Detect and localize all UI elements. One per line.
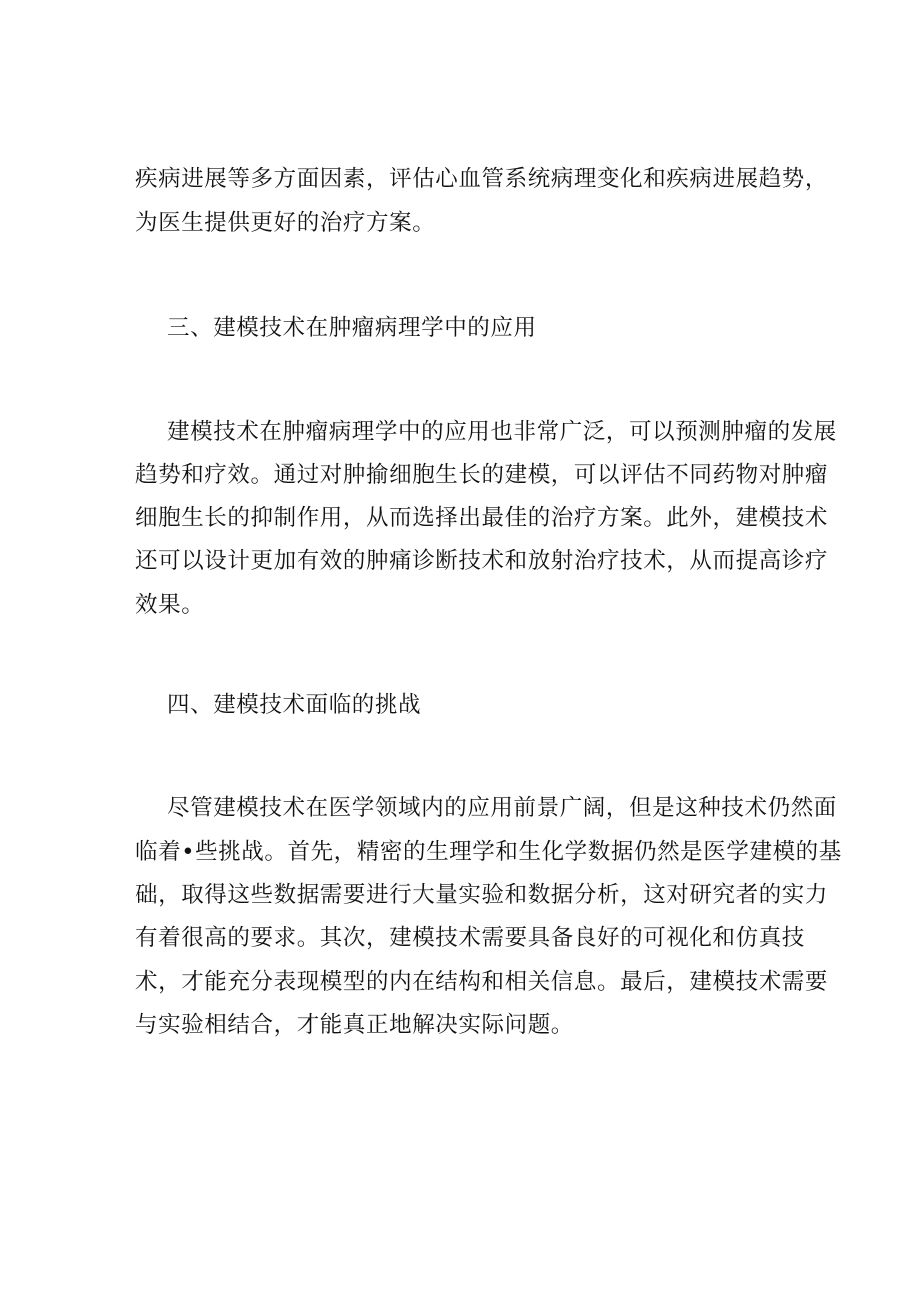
- section-4-line-1: 尽管建模技术在医学领域内的应用前景广阔，但是这种技术仍然面: [167, 795, 837, 821]
- section-4-heading: 四、建模技术面临的挑战: [167, 692, 422, 718]
- section-3-line-1: 建模技术在肿瘤病理学中的应用也非常广泛，可以预测肿瘤的发展: [167, 419, 837, 445]
- intro-line-1: 疾病进展等多方面因素，评估心血管系统病理变化和疾病进展趋势，: [135, 166, 829, 192]
- intro-line-2: 为医生提供更好的治疗方案。: [135, 210, 436, 236]
- section-4-line-6: 与实验相结合，才能真正地解决实际问题。: [135, 1012, 574, 1038]
- section-3-heading: 三、建模技术在肿瘤病理学中的应用: [167, 315, 537, 341]
- section-3-line-4: 还可以设计更加有效的肿痛诊断技术和放射治疗技术，从而提高诊疗: [135, 548, 829, 574]
- section-4-line-4: 有着很高的要求。其次，建模技术需要具备良好的可视化和仿真技: [135, 925, 805, 951]
- section-4-line-3: 础，取得这些数据需要进行大量实验和数据分析，这对研究者的实力: [135, 882, 829, 908]
- section-3-line-2: 趋势和疗效。通过对肿揄细胞生长的建模，可以评估不同药物对肿瘤: [135, 462, 829, 488]
- section-4-line-5: 术，才能充分表现模型的内在结构和相关信息。最后，建模技术需要: [135, 969, 829, 995]
- section-3-line-3: 细胞生长的抑制作用，从而选择出最佳的治疗方案。此外，建模技术: [135, 505, 829, 531]
- section-3-line-5: 效果。: [135, 592, 205, 618]
- section-4-line-2: 临着•些挑战。首先，精密的生理学和生化学数据仍然是医学建模的基: [135, 839, 842, 865]
